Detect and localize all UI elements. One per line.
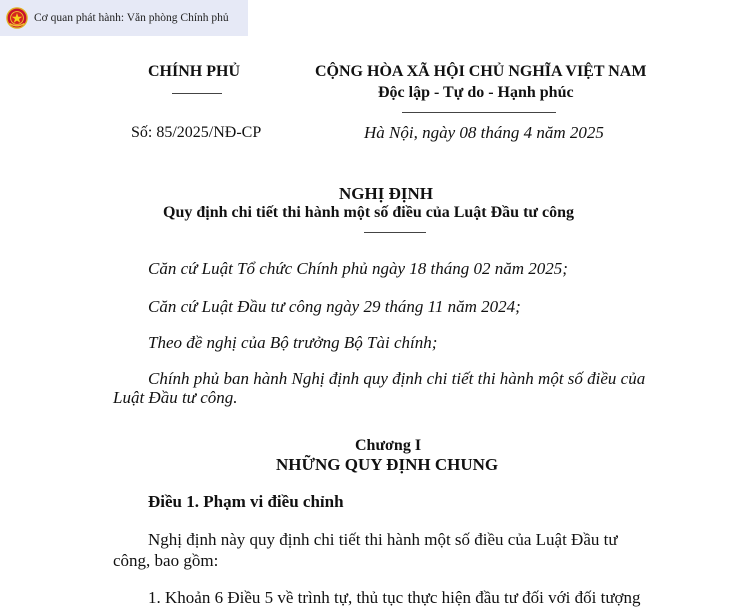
- issuer-bar: [0, 0, 248, 36]
- org-underline: [172, 93, 222, 94]
- enactment-line-1: Chính phủ ban hành Nghị định quy định chi tiết thi hành một số điều của: [148, 369, 646, 388]
- document-number: Số: 85/2025/NĐ-CP: [131, 124, 262, 141]
- article-paragraph-line-1: Nghị định này quy định chi tiết thi hành một số điều của Luật Đầu tư: [148, 530, 618, 549]
- place-and-date: Hà Nội, ngày 08 tháng 4 năm 2025: [364, 123, 604, 142]
- document-subject: Quy định chi tiết thi hành một số điều của Luật Đầu tư công: [163, 204, 575, 221]
- article-heading: Điều 1. Phạm vi điều chỉnh: [148, 492, 344, 511]
- preamble-line-2: Căn cứ Luật Đầu tư công ngày 29 tháng 11 năm 2024;: [148, 297, 521, 316]
- national-motto: Độc lập - Tự do - Hạnh phúc: [378, 84, 574, 101]
- state-emblem-icon: [6, 7, 28, 29]
- article-paragraph-line-2: công, bao gồm:: [113, 551, 219, 570]
- document-type: NGHỊ ĐỊNH: [339, 184, 433, 203]
- issuer-text: Cơ quan phát hành: Văn phòng Chính phủ: [34, 12, 229, 24]
- issuing-organization: CHÍNH PHỦ: [148, 63, 240, 80]
- article-item-1: 1. Khoản 6 Điều 5 về trình tự, thủ tục thực hiện đầu tư đối với đối tượng: [148, 588, 641, 607]
- preamble-line-3: Theo đề nghị của Bộ trưởng Bộ Tài chính;: [148, 333, 438, 352]
- national-name: CỘNG HÒA XÃ HỘI CHỦ NGHĨA VIỆT NAM: [315, 63, 647, 80]
- subject-underline: [364, 232, 426, 233]
- preamble-line-1: Căn cứ Luật Tổ chức Chính phủ ngày 18 tháng 02 năm 2025;: [148, 259, 568, 278]
- chapter-title: NHỮNG QUY ĐỊNH CHUNG: [276, 455, 499, 474]
- motto-underline: [402, 112, 556, 113]
- chapter-label: Chương I: [355, 437, 422, 454]
- enactment-line-2: Luật Đầu tư công.: [113, 388, 238, 407]
